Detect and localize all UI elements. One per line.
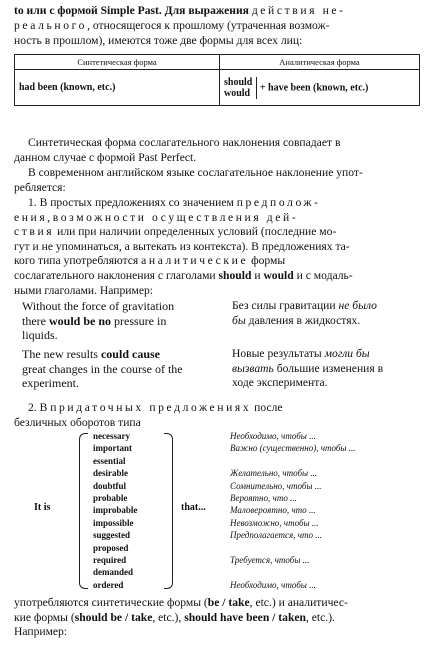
adjective: desirable — [93, 468, 128, 479]
intro-line-2: реального, относящегося к прошлому (утраченная возмож- — [14, 19, 330, 32]
adjective: probable — [93, 493, 128, 504]
translation: Необходимо, чтобы ... — [230, 579, 316, 590]
para1: Синтетическая форма сослагательного наклонения совпадает в данном случае с формой Past Perfect. — [14, 136, 341, 164]
outro: употребляются синтетические формы (be / take, etc.) и аналитичес- кие формы (should be / take, etc.), should have been / taken, etc.). Например: — [14, 596, 348, 639]
spaced-term: действия не- — [251, 4, 346, 17]
translation: Сомнительно, чтобы ... — [230, 480, 322, 491]
intro-line-3: ность в прошлом), имеются тоже две формы для всех лиц: — [14, 34, 303, 47]
translation: Предполагается, что ... — [230, 530, 322, 541]
adjective: demanded — [93, 567, 134, 578]
adjective: suggested — [93, 530, 131, 541]
intro-text: to или с формой Simple Past. Для выражения — [14, 4, 252, 17]
example-2-english: The new results could cause great changes in the course of the experiment. — [22, 347, 183, 391]
translation: Важно (существенно), чтобы ... — [230, 443, 356, 454]
translation: Необходимо, чтобы ... — [230, 431, 316, 441]
adjective: important — [93, 443, 132, 454]
right-brace — [164, 433, 173, 589]
translation — [230, 566, 356, 578]
forms-table — [14, 54, 420, 106]
adjective: improbable — [93, 505, 138, 516]
adjective: necessary — [93, 431, 130, 441]
table-header-analytic: Аналитическая форма — [220, 55, 420, 70]
translation — [230, 455, 356, 467]
example-1-english: Without the force of gravitation there would be no pressure in liquids. — [22, 299, 175, 343]
example-2-russian: Новые результаты могли бы вызвать большие изменения в ходе эксперимента. — [232, 347, 384, 390]
translation: Невозможно, чтобы ... — [230, 517, 319, 528]
intro-line-1 — [14, 4, 420, 19]
adjective: essential — [93, 455, 126, 466]
translation: Требуется, чтобы ... — [230, 555, 310, 566]
adjective: required — [93, 555, 127, 566]
example-1-russian: Без силы гравитации не было бы давления в жидкостях. — [232, 299, 377, 327]
table-header-synthetic: Синтетическая форма — [15, 55, 220, 70]
it-is-label: It is — [34, 502, 51, 513]
translation — [230, 542, 356, 554]
translation: Вероятно, что ... — [230, 493, 297, 504]
adjective: impossible — [93, 517, 134, 528]
that-label: that... — [181, 502, 206, 513]
modal-stack: should would — [224, 77, 257, 99]
adjective: ordered — [93, 579, 124, 590]
item1: 1. В простых предложениях со значением предполож- ения,возможности осуществления дей- ствия или при наличии определенных условий (последние мо- гут и не упоминаться, а вытекать из контекста). В предложениях та- кого типа употребляются аналитические формы сослагательного наклонения с глаголами should и would и с модаль- ными глаголами. Например: — [14, 196, 353, 297]
adjective: proposed — [93, 542, 129, 553]
adjective-list — [93, 430, 137, 591]
table-cell-synthetic: had been (known, etc.) — [15, 70, 220, 106]
translation-list — [230, 430, 356, 591]
translation: Маловероятно, что ... — [230, 505, 316, 516]
table-cell-analytic: should would + have been (known, etc.) — [220, 70, 420, 106]
left-brace — [79, 433, 88, 589]
translation: Желательно, чтобы ... — [230, 468, 318, 479]
item2: 2. В придаточных предложениях после безличных оборотов типа — [14, 401, 283, 429]
para2: В современном английском языке сослагательное наклонение упот- ребляется: — [14, 166, 363, 194]
adjective: doubtful — [93, 480, 127, 491]
spaced-term: реального — [14, 19, 88, 32]
